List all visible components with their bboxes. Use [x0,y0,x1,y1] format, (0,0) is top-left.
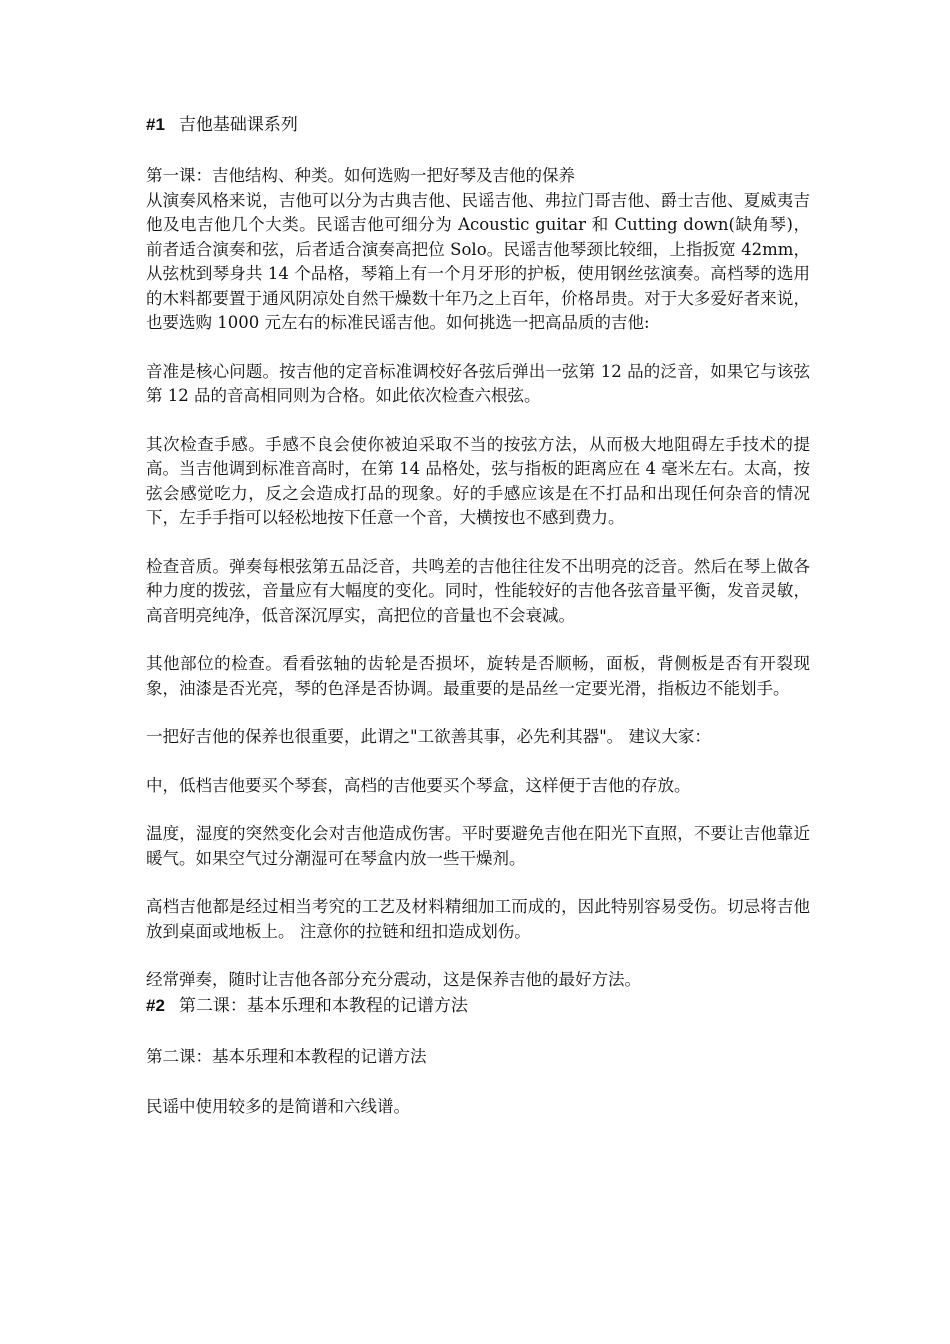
section-2-heading [146,993,810,1019]
care-case-paragraph: 中，低档吉他要买个琴套，高档的吉他要买个琴盒，这样便于吉他的存放。 [146,775,691,795]
tone-check-paragraph: 检查音质。弹奏每根弦第五品泛音，共鸣差的吉他往往发不出明亮的泛音。然后在琴上做各种力度的拨弦，音量应有大幅度的变化。同时，性能较好的吉他各弦音量平衡，发音灵敏，高音明亮纯净，低音深沉厚实，高把位的音量也不会衰减。 [146,556,810,625]
section-1-heading [146,112,810,138]
feel-check-paragraph: 其次检查手感。手感不良会使你被迫采取不当的按弦方法，从而极大地阻碍左手技术的提高。当吉他调到标准音高时，在第 14 品格处，弦与指板的距离应在 4 毫米左右。太高，按弦会感觉吃力，反之会造成打品的现象。好的手感应该是在不打品和出现任何杂音的情况下，左手手指可以轻松地按下任意一个音，大横按也不感到费力。 [146,434,810,527]
parts-check-paragraph: 其他部位的检查。看看弦轴的齿轮是否损坏，旋转是否顺畅，面板，背侧板是否有开裂现象，油漆是否光亮，琴的色泽是否协调。最重要的是品丝一定要光滑，指板边不能划手。 [146,654,810,698]
section-1-number: #1 [146,115,165,134]
section-2-number: #2 [146,995,165,1015]
lesson-2-title: 第二课：基本乐理和本教程的记谱方法 [146,1046,427,1066]
pitch-check-paragraph: 音准是核心问题。按吉他的定音标准调校好各弦后弹出一弦第 12 品的泛音，如果它与该弦第 12 品的音高相同则为合格。如此依次检查六根弦。 [146,361,810,405]
section-1-title: 吉他基础课系列 [178,115,298,135]
lesson-1-title: 第一课：吉他结构、种类。如何选购一把好琴及吉他的保养 [146,166,575,185]
care-humidity-paragraph: 温度，湿度的突然变化会对吉他造成伤害。平时要避免吉他在阳光下直照，不要让吉他靠近暖气。如果空气过分潮湿可在琴盒内放一些干燥剂。 [146,824,810,868]
lesson-1-intro-paragraph: 从演奏风格来说，吉他可以分为古典吉他、民谣吉他、弗拉门哥吉他、爵士吉他、夏威夷吉他及电吉他几个大类。民谣吉他可细分为 Acoustic guitar 和 Cutting down(缺角琴)，前者适合演奏和弦，后者适合演奏高把位 Solo。民谣吉他琴颈比较细，上指扳宽 42mm，从弦枕到琴身共 14 个品格，琴箱上有一个月牙形的护板，使用钢丝弦演奏。高档琴的选用的木料都要置于通风阴凉处自然干燥数十年乃之上百年，价格昂贵。对于大多爱好者来说，也要选购 1000 元左右的标准民谣吉他。如何挑选一把高品质的吉他: [146,190,810,332]
section-2-title: 第二课：基本乐理和本教程的记谱方法 [178,995,468,1016]
care-play-paragraph: 经常弹奏，随时让吉他各部分充分震动，这是保养吉他的最好方法。 [146,970,641,989]
lesson-2-intro-paragraph: 民谣中使用较多的是简谱和六线谱。 [146,1097,410,1116]
care-intro-paragraph: 一把好吉他的保养也很重要，此谓之"工欲善其事，必先利其器"。 建议大家： [146,727,711,746]
care-handling-paragraph: 高档吉他都是经过相当考究的工艺及材料精细加工而成的，因此特别容易受伤。切忌将吉他放到桌面或地板上。 注意你的拉链和纽扣造成划伤。 [146,897,810,941]
document-body [146,112,810,1120]
